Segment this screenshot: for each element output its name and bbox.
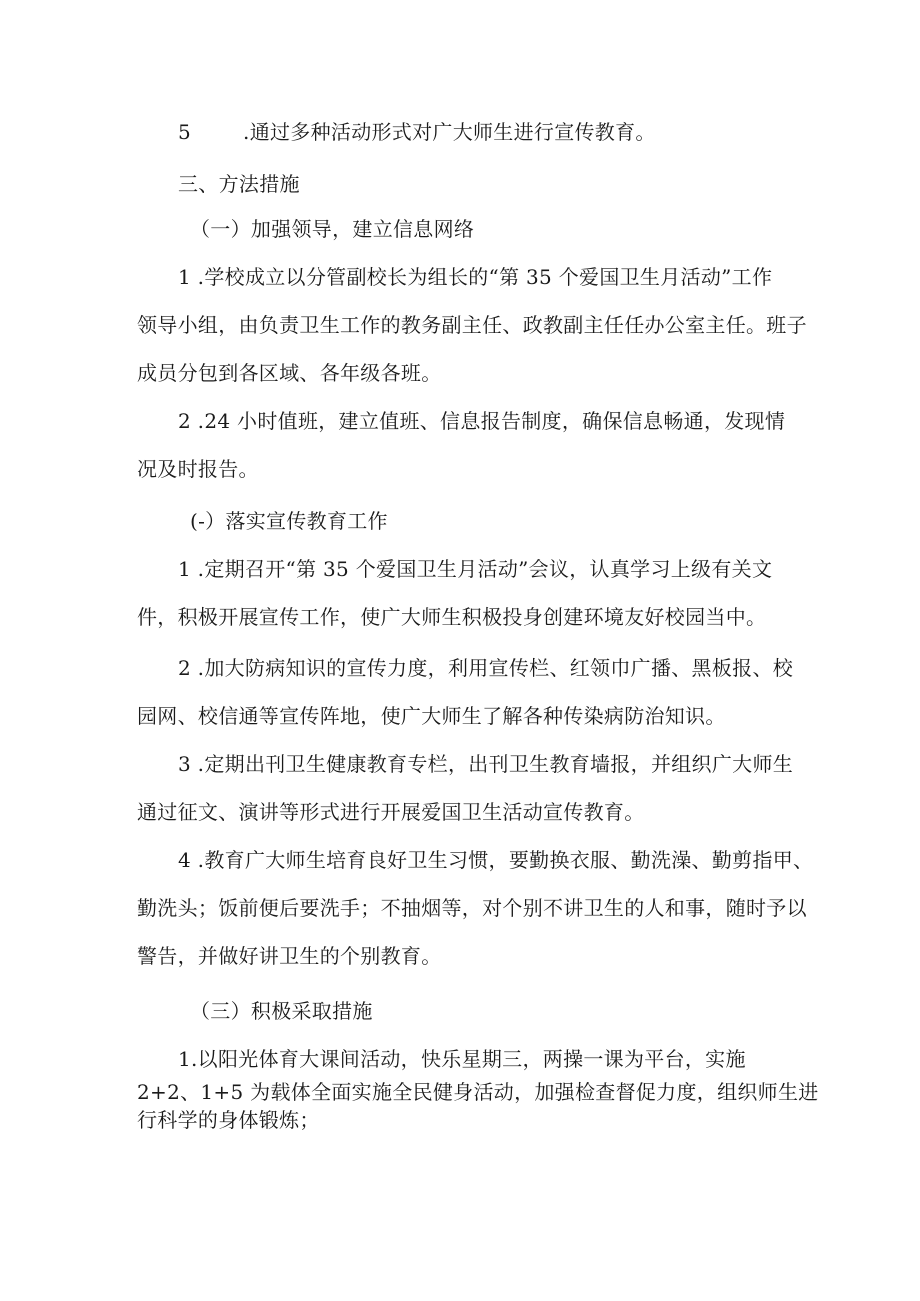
subsection-heading-2: (-）落实宣传教育工作 — [190, 509, 388, 533]
list-item-5 — [178, 120, 656, 144]
section-heading: 三、方法措施 — [178, 172, 300, 196]
paragraph-line: 通过征文、演讲等形式进行开展爱国卫生活动宣传教育。 — [137, 800, 645, 824]
paragraph-line: 行科学的身体锻炼； — [137, 1108, 320, 1132]
item-number: 5 — [178, 120, 192, 144]
paragraph-line: 园网、校信通等宣传阵地，使广大师生了解各种传染病防治知识。 — [137, 704, 726, 728]
paragraph-line: 3 .定期出刊卫生健康教育专栏，出刊卫生教育墙报，并组织广大师生 — [178, 752, 794, 776]
paragraph-line: 成员分包到各区域、各年级各班。 — [137, 361, 442, 385]
paragraph-line: 勤洗头；饭前便后要洗手；不抽烟等，对个别不讲卫生的人和事，随时予以 — [137, 896, 807, 920]
paragraph-line: 1.以阳光体育大课间活动，快乐星期三，两操一课为平台，实施 — [178, 1047, 746, 1071]
paragraph-line: 4 .教育广大师生培育良好卫生习惯，要勤换衣服、勤洗澡、勤剪指甲、 — [178, 848, 814, 872]
paragraph-line: 2 .24 小时值班，建立值班、信息报告制度，确保信息畅通，发现情 — [178, 409, 786, 433]
paragraph-line: 领导小组，由负责卫生工作的教务副主任、政教副主任任办公室主任。班子 — [137, 313, 807, 337]
subsection-heading-3: （三）积极采取措施 — [190, 999, 373, 1023]
paragraph-line: 件，积极开展宣传工作，使广大师生积极投身创建环境友好校园当中。 — [137, 605, 767, 629]
paragraph-line: 1 .定期召开“第 35 个爱国卫生月活动”会议，认真学习上级有关文 — [178, 557, 773, 581]
paragraph-line: 况及时报告。 — [137, 457, 259, 481]
item-text: .通过多种活动形式对广大师生进行宣传教育。 — [243, 120, 656, 144]
paragraph-line: 警告，并做好讲卫生的个别教育。 — [137, 944, 442, 968]
paragraph-line: 1 .学校成立以分管副校长为组长的“第 35 个爱国卫生月活动”工作 — [178, 265, 773, 289]
paragraph-line: 2+2、1+5 为载体全面实施全民健身活动，加强检查督促力度，组织师生进 — [137, 1080, 819, 1104]
subsection-heading-1: （一）加强领导，建立信息网络 — [190, 217, 475, 241]
paragraph-line: 2 .加大防病知识的宣传力度，利用宣传栏、红领巾广播、黑板报、校 — [178, 656, 794, 680]
